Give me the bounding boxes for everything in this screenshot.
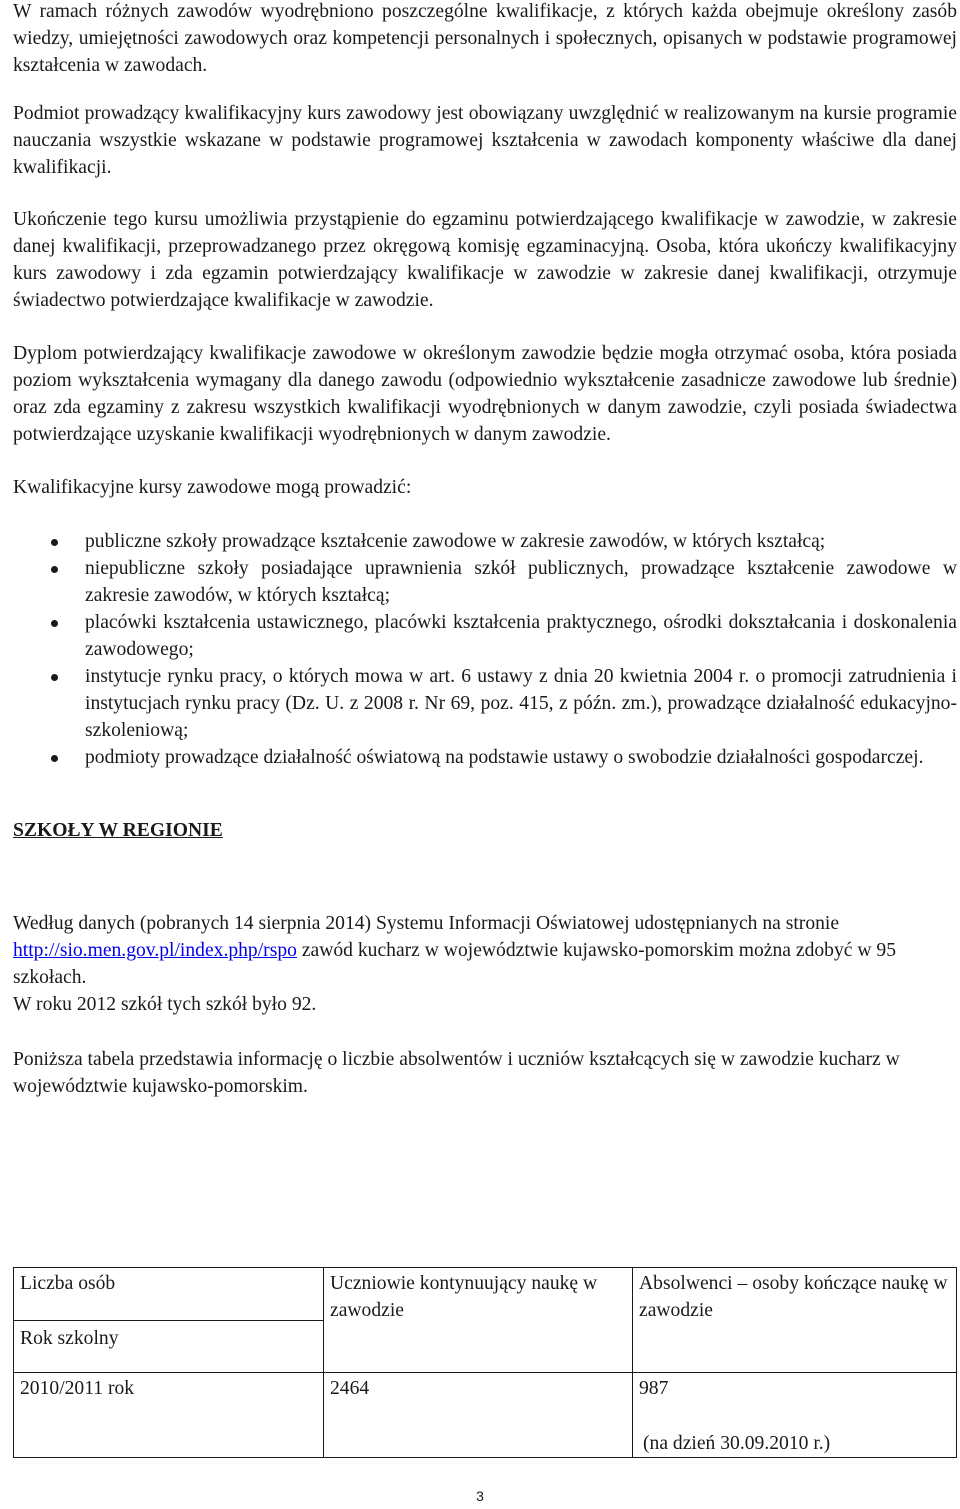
cell-graduates: [633, 1373, 957, 1458]
paragraph-qualifications: W ramach różnych zawodów wyodrębniono poszczególne kwalifikacje, z których każda obejmuje określony zasób wiedzy, umiejętności zawodowych oraz kompetencji personalnych i społecznych, opisanych w podstawie programowej kształcenia w zawodach.: [13, 1, 957, 76]
paragraph-course-organizers-intro: Kwalifikacyjne kursy zawodowe mogą prowadzić:: [13, 477, 412, 498]
graduates-value: 987: [639, 1378, 669, 1399]
paragraph-2012-count: W roku 2012 szkół tych szkół było 92.: [13, 994, 317, 1015]
page-number: 3: [476, 1488, 484, 1504]
header-cell-graduates: Absolwenci – osoby kończące naukę w zawodzie: [633, 1268, 957, 1373]
bullet-icon: [51, 674, 58, 681]
list-item-text: publiczne szkoły prowadzące kształcenie zawodowe w zakresie zawodów, w których kształcą;: [85, 531, 826, 552]
organizers-list: [13, 528, 957, 771]
cell-students: 2464: [324, 1373, 633, 1458]
table-row: [14, 1373, 957, 1458]
paragraph-course-provider: Podmiot prowadzący kwalifikacyjny kurs zawodowy jest obowiązany uwzględnić w realizowanym na kursie programie nauczania wszystkie wskazane w podstawie programowej kształcenia w zawodach komponenty właściwe dla danej kwalifikacji.: [13, 103, 957, 178]
graduates-table: [13, 1267, 957, 1458]
paragraph-diploma: Dyplom potwierdzający kwalifikacje zawodowe w określonym zawodzie będzie mogła otrzymać osoba, która posiada poziom wykształcenia wymagany dla danego zawodu (odpowiednio wykształcenie zasadnicze zawodowe lub średnie) oraz zda egzaminy z zakresu wszystkich kwalifikacji wyodrębnionych w danym zawodzie, czyli posiada świadectwa potwierdzające uzyskanie kwalifikacji wyodrębnionych w danym zawodzie.: [13, 343, 957, 445]
header-cell-students: Uczniowie kontynuujący naukę w zawodzie: [324, 1268, 633, 1373]
header-persons: Liczba osób: [20, 1273, 116, 1294]
list-item-text: instytucje rynku pracy, o których mowa w art. 6 ustawy z dnia 20 kwietnia 2004 r. o promocji zatrudnienia i instytucjach rynku pracy (Dz. U. z 2008 r. Nr 69, poz. 415, z późn. zm.), prowadzące działalność edukacyjno-szkoleniową;: [85, 666, 957, 741]
list-item: [13, 528, 957, 555]
paragraph-course-completion: Ukończenie tego kursu umożliwia przystąpienie do egzaminu potwierdzającego kwalifikacje w zawodzie, w zakresie danej kwalifikacji, przeprowadzanego przez okręgową komisję egzaminacyjną. Osoba, która ukończy kwalifikacyjny kurs zawodowy i zda egzamin potwierdzający kwalifikacje w zawodzie w zakresie danej kwalifikacji, otrzymuje świadectwo potwierdzające kwalifikacje w zawodzie.: [13, 209, 957, 311]
paragraph-sio-data: [13, 910, 957, 991]
document-page: [13, 0, 957, 1454]
list-item: [13, 555, 957, 609]
paragraph-table-intro: Poniższa tabela przedstawia informację o liczbie absolwentów i uczniów kształcących się w zawodzie kucharz w województwie kujawsko-pomorskim.: [13, 1049, 900, 1097]
bullet-icon: [51, 566, 58, 573]
graduates-date-note: (na dzień 30.09.2010 r.): [643, 1433, 831, 1454]
list-item-text: placówki kształcenia ustawicznego, placówki kształcenia praktycznego, ośrodki dokształcania i doskonalenia zawodowego;: [85, 612, 957, 660]
list-item: [13, 663, 957, 744]
section-heading: SZKOŁY W REGIONIE: [13, 820, 223, 841]
sio-link[interactable]: http://sio.men.gov.pl/index.php/rspo: [13, 940, 297, 961]
cell-year: 2010/2011 rok: [14, 1373, 324, 1458]
bullet-icon: [51, 755, 58, 762]
header-school-year: Rok szkolny: [14, 1320, 323, 1372]
list-item-text: niepubliczne szkoły posiadające uprawnienia szkół publicznych, prowadzące kształcenie zawodowe w zakresie zawodów, w których kształcą;: [85, 558, 957, 606]
bullet-icon: [51, 620, 58, 627]
list-item: [13, 609, 957, 663]
sio-text-before: Według danych (pobranych 14 sierpnia 2014) Systemu Informacji Oświatowej udostępnianych na stronie: [13, 913, 840, 934]
header-cell-persons-year: [14, 1268, 324, 1373]
sio-text-after: zawód kucharz w województwie kujawsko-pomorskim można zdobyć w 95 szkołach.: [13, 940, 897, 988]
bullet-icon: [51, 539, 58, 546]
list-item: [13, 744, 957, 771]
list-item-text: podmioty prowadzące działalność oświatową na podstawie ustawy o swobodzie działalności gospodarczej.: [85, 747, 924, 768]
table-header-row: [14, 1268, 957, 1373]
